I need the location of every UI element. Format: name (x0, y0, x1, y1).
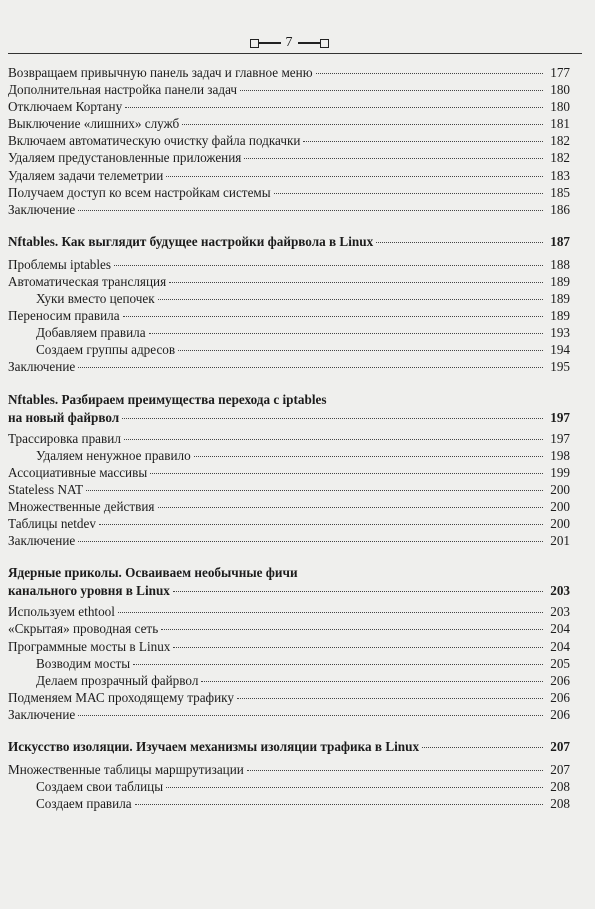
dot-leader (161, 629, 543, 630)
toc-subsection-entry (8, 655, 570, 672)
dot-leader (169, 282, 543, 283)
entry-page-number: 200 (550, 516, 570, 532)
toc-chapter-heading (8, 232, 570, 252)
dot-leader (173, 647, 543, 648)
toc-section-entry (8, 307, 570, 324)
entry-title: Возводим мосты (36, 655, 131, 671)
toc-subsection-entry (8, 341, 570, 358)
dot-leader (166, 787, 543, 788)
toc-section-entry (8, 132, 570, 149)
entry-title: Включаем автоматическую очистку файла подкачки (8, 133, 301, 149)
entry-page-number: 204 (550, 621, 570, 637)
entry-page-number: 180 (550, 82, 570, 98)
chapter-title-line: на новый файрвол (8, 409, 120, 425)
dot-leader (118, 612, 543, 613)
toc-section-entry (8, 98, 570, 115)
entry-page-number: 207 (550, 762, 570, 777)
entry-title: Подменяем МАС проходящему трафику (8, 689, 234, 705)
entry-page-number: 180 (550, 99, 570, 115)
entry-page-number: 199 (550, 464, 570, 480)
dot-leader (173, 591, 543, 592)
dot-leader (149, 333, 543, 334)
dot-leader (247, 770, 543, 771)
entry-page-number: 177 (550, 65, 570, 80)
entry-title: Отключаем Кортану (8, 99, 123, 115)
toc-section-entry (8, 706, 570, 723)
entry-page-number: 208 (550, 796, 570, 812)
dot-leader (166, 176, 543, 177)
entry-page-number: 201 (550, 533, 570, 549)
dot-leader (240, 90, 543, 91)
toc-section-entry (8, 515, 570, 532)
entry-title: Заключение (8, 533, 76, 549)
dot-leader (125, 107, 543, 108)
toc-section-entry (8, 498, 570, 515)
toc-section-entry (8, 430, 570, 447)
toc-section-entry (8, 167, 570, 184)
header-rule (8, 53, 582, 54)
entry-page-number: 200 (550, 481, 570, 497)
toc-section-entry (8, 81, 570, 98)
dot-leader (274, 193, 543, 194)
toc-section-entry (8, 532, 570, 549)
dot-leader (86, 490, 543, 491)
toc-section-entry (8, 201, 570, 218)
entry-page-number: 189 (550, 308, 570, 324)
chapter-page-number: 207 (550, 739, 570, 754)
entry-page-number: 194 (550, 342, 570, 358)
dot-leader (303, 141, 543, 142)
entry-page-number: 203 (550, 604, 570, 620)
toc-section-entry (8, 256, 570, 273)
entry-title: Заключение (8, 706, 76, 722)
chapter-title-line: канального уровня в Linux (8, 583, 170, 599)
entry-title: Переносим правила (8, 308, 120, 324)
chapter-page-number: 203 (550, 583, 570, 599)
entry-title: Проблемы iptables (8, 256, 112, 272)
entry-page-number: 204 (550, 638, 570, 654)
toc-section-entry (8, 620, 570, 637)
dot-leader (158, 299, 543, 300)
dot-leader (158, 507, 544, 508)
entry-title: Трассировка правил (8, 430, 121, 446)
entry-page-number: 189 (550, 273, 570, 289)
entry-title: Множественные действия (8, 498, 155, 514)
dot-leader (122, 418, 543, 419)
entry-title: Создаем правила (36, 796, 132, 812)
dot-leader (316, 73, 543, 74)
dot-leader (178, 350, 543, 351)
chapter-title-line: Искусство изоляции. Изучаем механизмы изоляции трафика в Linux (8, 739, 420, 754)
entry-title: Заключение (8, 359, 76, 375)
dot-leader (135, 804, 543, 805)
toc-section-entry (8, 184, 570, 201)
entry-page-number: 205 (550, 655, 570, 671)
toc-chapter-heading (8, 563, 570, 599)
dot-leader (133, 664, 543, 665)
entry-page-number: 206 (550, 672, 570, 688)
entry-page-number: 189 (550, 291, 570, 307)
table-of-contents (8, 64, 570, 812)
toc-section-entry (8, 64, 570, 81)
chapter-title-row (8, 232, 570, 252)
header-right-line-ornament (298, 42, 320, 44)
toc-section-entry (8, 464, 570, 481)
toc-subsection-entry (8, 324, 570, 341)
toc-subsection-entry (8, 672, 570, 689)
dot-leader (422, 747, 543, 748)
entry-title: Выключение «лишних» служб (8, 116, 180, 132)
dot-leader (237, 698, 543, 699)
entry-title: Stateless NAT (8, 481, 84, 497)
entry-title: «Скрытая» проводная сеть (8, 621, 159, 637)
entry-page-number: 198 (550, 447, 570, 463)
entry-page-number: 183 (550, 167, 570, 183)
toc-subsection-entry (8, 447, 570, 464)
toc-section-entry (8, 481, 570, 498)
dot-leader (99, 524, 543, 525)
header-right-box-ornament (320, 39, 329, 48)
entry-title: Удаляем ненужное правило (36, 447, 191, 463)
entry-page-number: 186 (550, 201, 570, 217)
toc-section-entry (8, 273, 570, 290)
dot-leader (201, 681, 543, 682)
entry-title: Автоматическая трансляция (8, 273, 167, 289)
entry-title: Таблицы netdev (8, 516, 96, 532)
chapter-title-row (8, 737, 570, 757)
entry-title: Заключение (8, 201, 76, 217)
dot-leader (194, 456, 543, 457)
entry-title: Удаляем задачи телеметрии (8, 167, 164, 183)
entry-page-number: 193 (550, 325, 570, 341)
dot-leader (78, 210, 543, 211)
toc-section-entry (8, 115, 570, 132)
chapter-title-line: Nftables. Как выглядит будущее настройки файрвола в Linux (8, 233, 374, 249)
entry-title: Хуки вместо цепочек (36, 291, 155, 307)
toc-section-entry (8, 761, 570, 778)
entry-page-number: 200 (550, 498, 570, 514)
dot-leader (78, 367, 543, 368)
entry-title: Возвращаем привычную панель задач и главное меню (8, 65, 313, 80)
entry-page-number: 206 (550, 689, 570, 705)
entry-page-number: 182 (550, 133, 570, 149)
entry-title: Используем ethtool (8, 604, 115, 620)
page-number: 7 (285, 35, 293, 50)
page-header (234, 34, 344, 52)
chapter-title-row (8, 582, 570, 599)
toc-subsection-entry (8, 290, 570, 307)
dot-leader (150, 473, 543, 474)
toc-section-entry (8, 689, 570, 706)
entry-title: Добавляем правила (36, 325, 146, 341)
entry-title: Создаем свои таблицы (36, 779, 164, 795)
entry-title: Множественные таблицы маршрутизации (8, 762, 244, 777)
entry-page-number: 195 (550, 359, 570, 375)
entry-title: Программные мосты в Linux (8, 638, 171, 654)
toc-section-entry (8, 358, 570, 375)
entry-title: Создаем группы адресов (36, 342, 176, 358)
entry-title: Получаем доступ ко всем настройкам системы (8, 184, 271, 200)
dot-leader (123, 316, 543, 317)
entry-page-number: 208 (550, 779, 570, 795)
toc-section-entry (8, 638, 570, 655)
chapter-page-number: 197 (550, 409, 570, 425)
chapter-title-line: Nftables. Разбираем преимущества перехода с iptables (8, 391, 327, 407)
toc-section-entry (8, 149, 570, 166)
dot-leader (244, 158, 543, 159)
dot-leader (182, 124, 543, 125)
header-left-box-ornament (250, 39, 259, 48)
entry-page-number: 182 (550, 150, 570, 166)
entry-page-number: 188 (550, 256, 570, 272)
entry-page-number: 185 (550, 184, 570, 200)
dot-leader (114, 265, 543, 266)
chapter-page-number: 187 (550, 233, 570, 249)
header-left-line-ornament (259, 42, 281, 44)
toc-chapter-heading (8, 390, 570, 426)
dot-leader (78, 715, 543, 716)
dot-leader (376, 242, 543, 243)
toc-chapter-heading (8, 737, 570, 757)
entry-title: Дополнительная настройка панели задач (8, 82, 238, 98)
entry-page-number: 197 (550, 430, 570, 446)
entry-page-number: 206 (550, 706, 570, 722)
toc-subsection-entry (8, 795, 570, 812)
entry-page-number: 181 (550, 116, 570, 132)
toc-subsection-entry (8, 778, 570, 795)
toc-section-entry (8, 603, 570, 620)
entry-title: Делаем прозрачный файрвол (36, 672, 199, 688)
dot-leader (124, 439, 543, 440)
dot-leader (78, 541, 543, 542)
entry-title: Удаляем предустановленные приложения (8, 150, 242, 166)
entry-title: Ассоциативные массивы (8, 464, 148, 480)
chapter-title-row (8, 409, 570, 426)
chapter-title-line: Ядерные приколы. Осваиваем необычные фичи (8, 565, 298, 581)
